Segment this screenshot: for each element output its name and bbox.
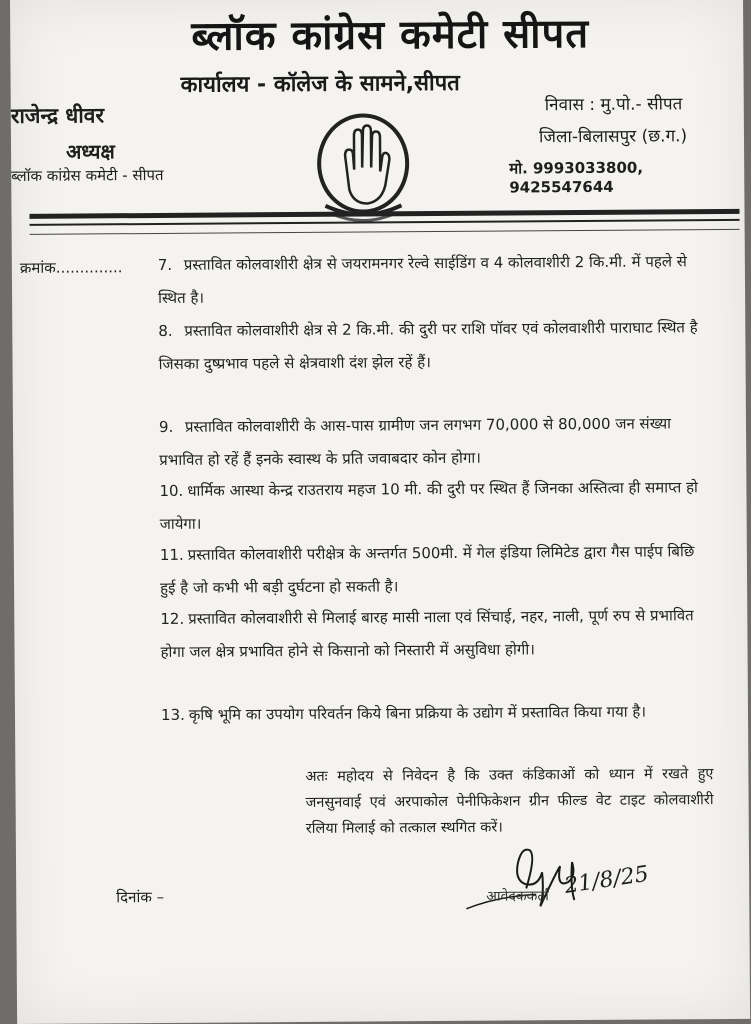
list-item	[158, 245, 703, 315]
mobile-numbers: मो. 9993033800, 9425547644	[509, 158, 644, 197]
item-text: कृषि भूमि का उपयोग परिवर्तन किये बिना प्रक्रिया के उद्योग में प्रस्तावित किया गया है।	[188, 702, 647, 724]
letterhead-title: ब्लॉक कांग्रेस कमेटी सीपत	[191, 10, 590, 60]
congress-hand-icon	[315, 111, 412, 224]
item-text: प्रस्तावित कोलवाशीरी से मिलाई बारह मासी नाला एवं सिंचाई, नहर, नाली, पूर्ण रुप से प्रभावित होगा जल क्षेत्र प्रभावित होने से किसानो को निस्तारी में असुविधा होगी।	[160, 606, 694, 661]
list-item	[158, 311, 703, 381]
item-number: 9.	[158, 417, 174, 436]
list-item	[159, 407, 704, 477]
list-item	[160, 599, 705, 669]
item-number: 12.	[160, 609, 185, 628]
item-number: 10.	[159, 481, 184, 500]
item-number: 11.	[159, 545, 184, 564]
item-text: धार्मिक आस्था केन्द्र राउतराय महज 10 मी. की दुरी पर स्थित हैं जिनका अस्तित्वा ही समाप्त हो जायेगा।	[159, 478, 698, 533]
date-label: दिनांक –	[116, 887, 165, 907]
president-org: ब्लॉक कांग्रेस कमेटी - सीपत	[11, 165, 164, 185]
president-post: अध्यक्ष	[65, 139, 115, 164]
item-number: 8.	[158, 321, 173, 340]
reference-number: क्रमांक..............	[19, 258, 123, 277]
list-item	[161, 695, 706, 732]
item-number: 13.	[160, 705, 185, 724]
residence-line-1: निवास : मु.पो.- सीपत	[544, 94, 683, 116]
list-item	[160, 535, 705, 605]
item-number: 7.	[157, 255, 173, 274]
item-text: प्रस्तावित कोलवाशीरी क्षेत्र से 2 कि.मी. की दुरी पर राशि पॉवर एवं कोलवाशीरी पाराघाट स्थित है जिसका दुष्प्रभाव पहले से क्षेत्रवाशी दंश झेल रहें हैं।	[158, 318, 698, 373]
president-name: राजेन्द्र धीवर	[10, 103, 105, 128]
item-text: प्रस्तावित कोलवाशीरी क्षेत्र से जयरामनगर रेल्वे साईडिंग व 4 कोलवाशीरी 2 कि.मी. में पहले से स्थित है।	[158, 252, 687, 307]
header-rule-hairline	[30, 229, 740, 235]
office-address: कार्यालय - कॉलेज के सामने,सीपत	[180, 70, 460, 98]
list-item	[159, 471, 704, 541]
letter-page	[10, 0, 750, 1024]
item-text: प्रस्तावित कोलवाशीरी के आस-पास ग्रामीण जन लगभग 70,000 से 80,000 जन संख्या प्रभावित हो रहें हैं इनके स्वास्थ के प्रति जवाबदार कोन होगा।	[159, 414, 672, 469]
item-text: प्रस्तावित कोलवाशीरी परीक्षेत्र के अन्तर्गत 500मी. में गेल इंडिया लिमिटेड द्वारा गैस पाईप बिछि हुई है जो कभी भी बड़ी दुर्घटना हो सकती है।	[160, 542, 695, 597]
residence-line-2: जिला-बिलासपुर (छ.ग.)	[538, 126, 688, 148]
applicant-label: आवेदककर्ता	[486, 888, 549, 905]
handwritten-date: 21/8/25	[562, 861, 651, 899]
closing-paragraph: अतः महोदय से निवेदन है कि उक्त कंडिकाओं को ध्यान में रखते हुए जनसुनवाई एवं अरपाकोल पेनीफिकेशन ग्रीन फील्ड वेट टाइट कोलवाशीरी रलिया मिलाई को तत्काल स्थगित करें।	[305, 766, 714, 837]
